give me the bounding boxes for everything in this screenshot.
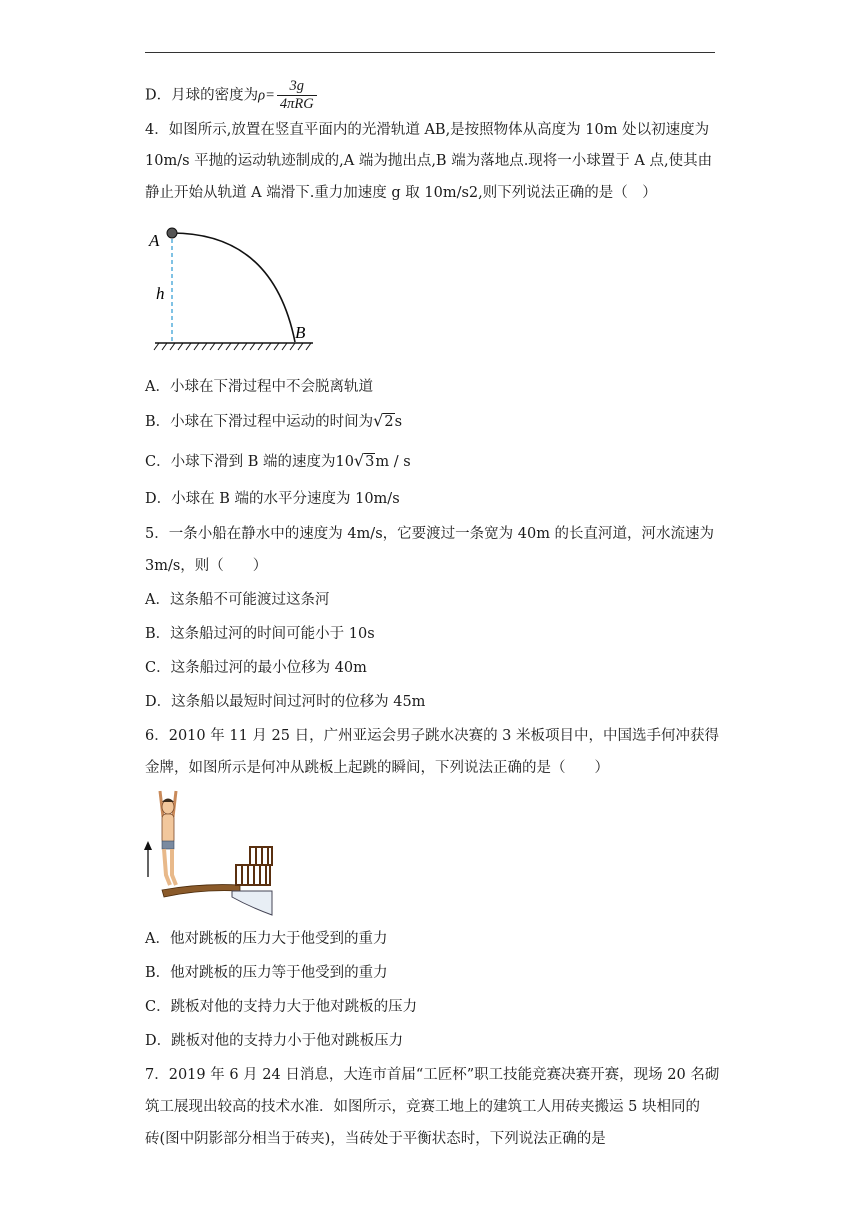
q4-stem-line-3: 静止开始从轨道 A 端滑下.重力加速度 g 取 10m/s2,则下列说法正确的是（ ） [145,185,657,201]
label-h: h [156,284,165,303]
header-rule [145,52,715,53]
q4-option-c [145,451,411,472]
q6-stem-line-1: 6．2010 年 11 月 25 日，广州亚运会男子跳水决赛的 3 米板项目中，中国选手何冲获得 [145,728,720,744]
q5-stem-line-2: 3m/s，则（ ） [145,558,268,574]
q6-stem-line-2: 金牌，如图所示是何冲从跳板上起跳的瞬间，下列说法正确的是（ ） [145,760,609,776]
q7-stem-line-3: 砖(图中阴影部分相当于砖夹)，当砖处于平衡状态时，下列说法正确的是 [145,1131,606,1147]
track-curve [172,233,295,342]
q5-stem-line-1: 5．一条小船在静水中的速度为 4m/s，它要渡过一条宽为 40m 的长直河道，河水流速为 [145,526,715,542]
rho-symbol: ρ= [258,87,275,104]
springboard [162,885,240,897]
q4-stem-line-1: 4．如图所示,放置在竖直平面内的光滑轨道 AB,是按照物体从高度为 10m 处以初速度为 [145,122,710,138]
diver-figure [140,785,280,925]
q4-option-a: A．小球在下滑过程中不会脱离轨道 [145,379,373,395]
ball [167,228,177,238]
ground-hatching [154,343,311,350]
q3-option-d [145,78,319,113]
sqrt-sign: √ [373,411,384,430]
board-base [232,891,272,915]
q4-option-c-coef: 10 [335,454,354,470]
q4-option-d: D．小球在 B 端的水平分速度为 10m/s [145,491,400,507]
sqrt-radicand: 3 [365,454,375,470]
tower-railing [236,847,272,885]
label-b: B [295,323,306,342]
label-a: A [149,231,160,250]
diver [160,791,176,885]
q5-option-a: A．这条船不可能渡过这条河 [145,592,330,608]
q7-stem-line-2: 筑工展现出较高的技术水准．如图所示，竞赛工地上的建筑工人用砖夹搬运 5 块相同的 [145,1099,700,1115]
q5-option-c: C．这条船过河的最小位移为 40m [145,660,367,676]
q6-option-d: D．跳板对他的支持力小于他对跳板压力 [145,1033,404,1049]
density-fraction [277,78,317,113]
q5-option-d: D．这条船以最短时间过河时的位移为 45m [145,694,426,710]
q6-option-a: A．他对跳板的压力大于他受到的重力 [145,931,388,947]
sqrt-sign: √ [353,451,365,470]
q6-option-c: C．跳板对他的支持力大于他对跳板的压力 [145,999,418,1015]
q6-option-b: B．他对跳板的压力等于他受到的重力 [145,965,388,981]
fraction-numerator: 3g [277,78,317,96]
q5-option-b: B．这条船过河的时间可能小于 10s [145,626,375,642]
q4-option-c-unit: m / s [375,454,411,470]
q4-option-b [145,411,402,432]
q4-option-b-text: B．小球在下滑过程中运动的时间为 [145,414,374,430]
q4-stem-line-2: 10m/s 平抛的运动轨迹制成的,A 端为抛出点,B 端为落地点.现将一小球置于 A 点,使其由 [145,153,713,169]
arrow-head-icon [144,841,152,850]
q4-option-c-text: C．小球下滑到 B 端的速度为 [145,454,336,470]
q7-stem-line-1: 7．2019 年 6 月 24 日消息，大连市首届“工匠杯”职工技能竞赛决赛开赛，现场 20 名砌 [145,1067,720,1083]
fraction-denominator: 4πRG [279,96,314,112]
q4-option-b-unit: s [394,414,403,430]
sqrt-radicand: 2 [384,414,394,430]
q3-option-d-prefix: D．月球的密度为 [145,87,259,104]
trajectory-figure [145,220,325,360]
